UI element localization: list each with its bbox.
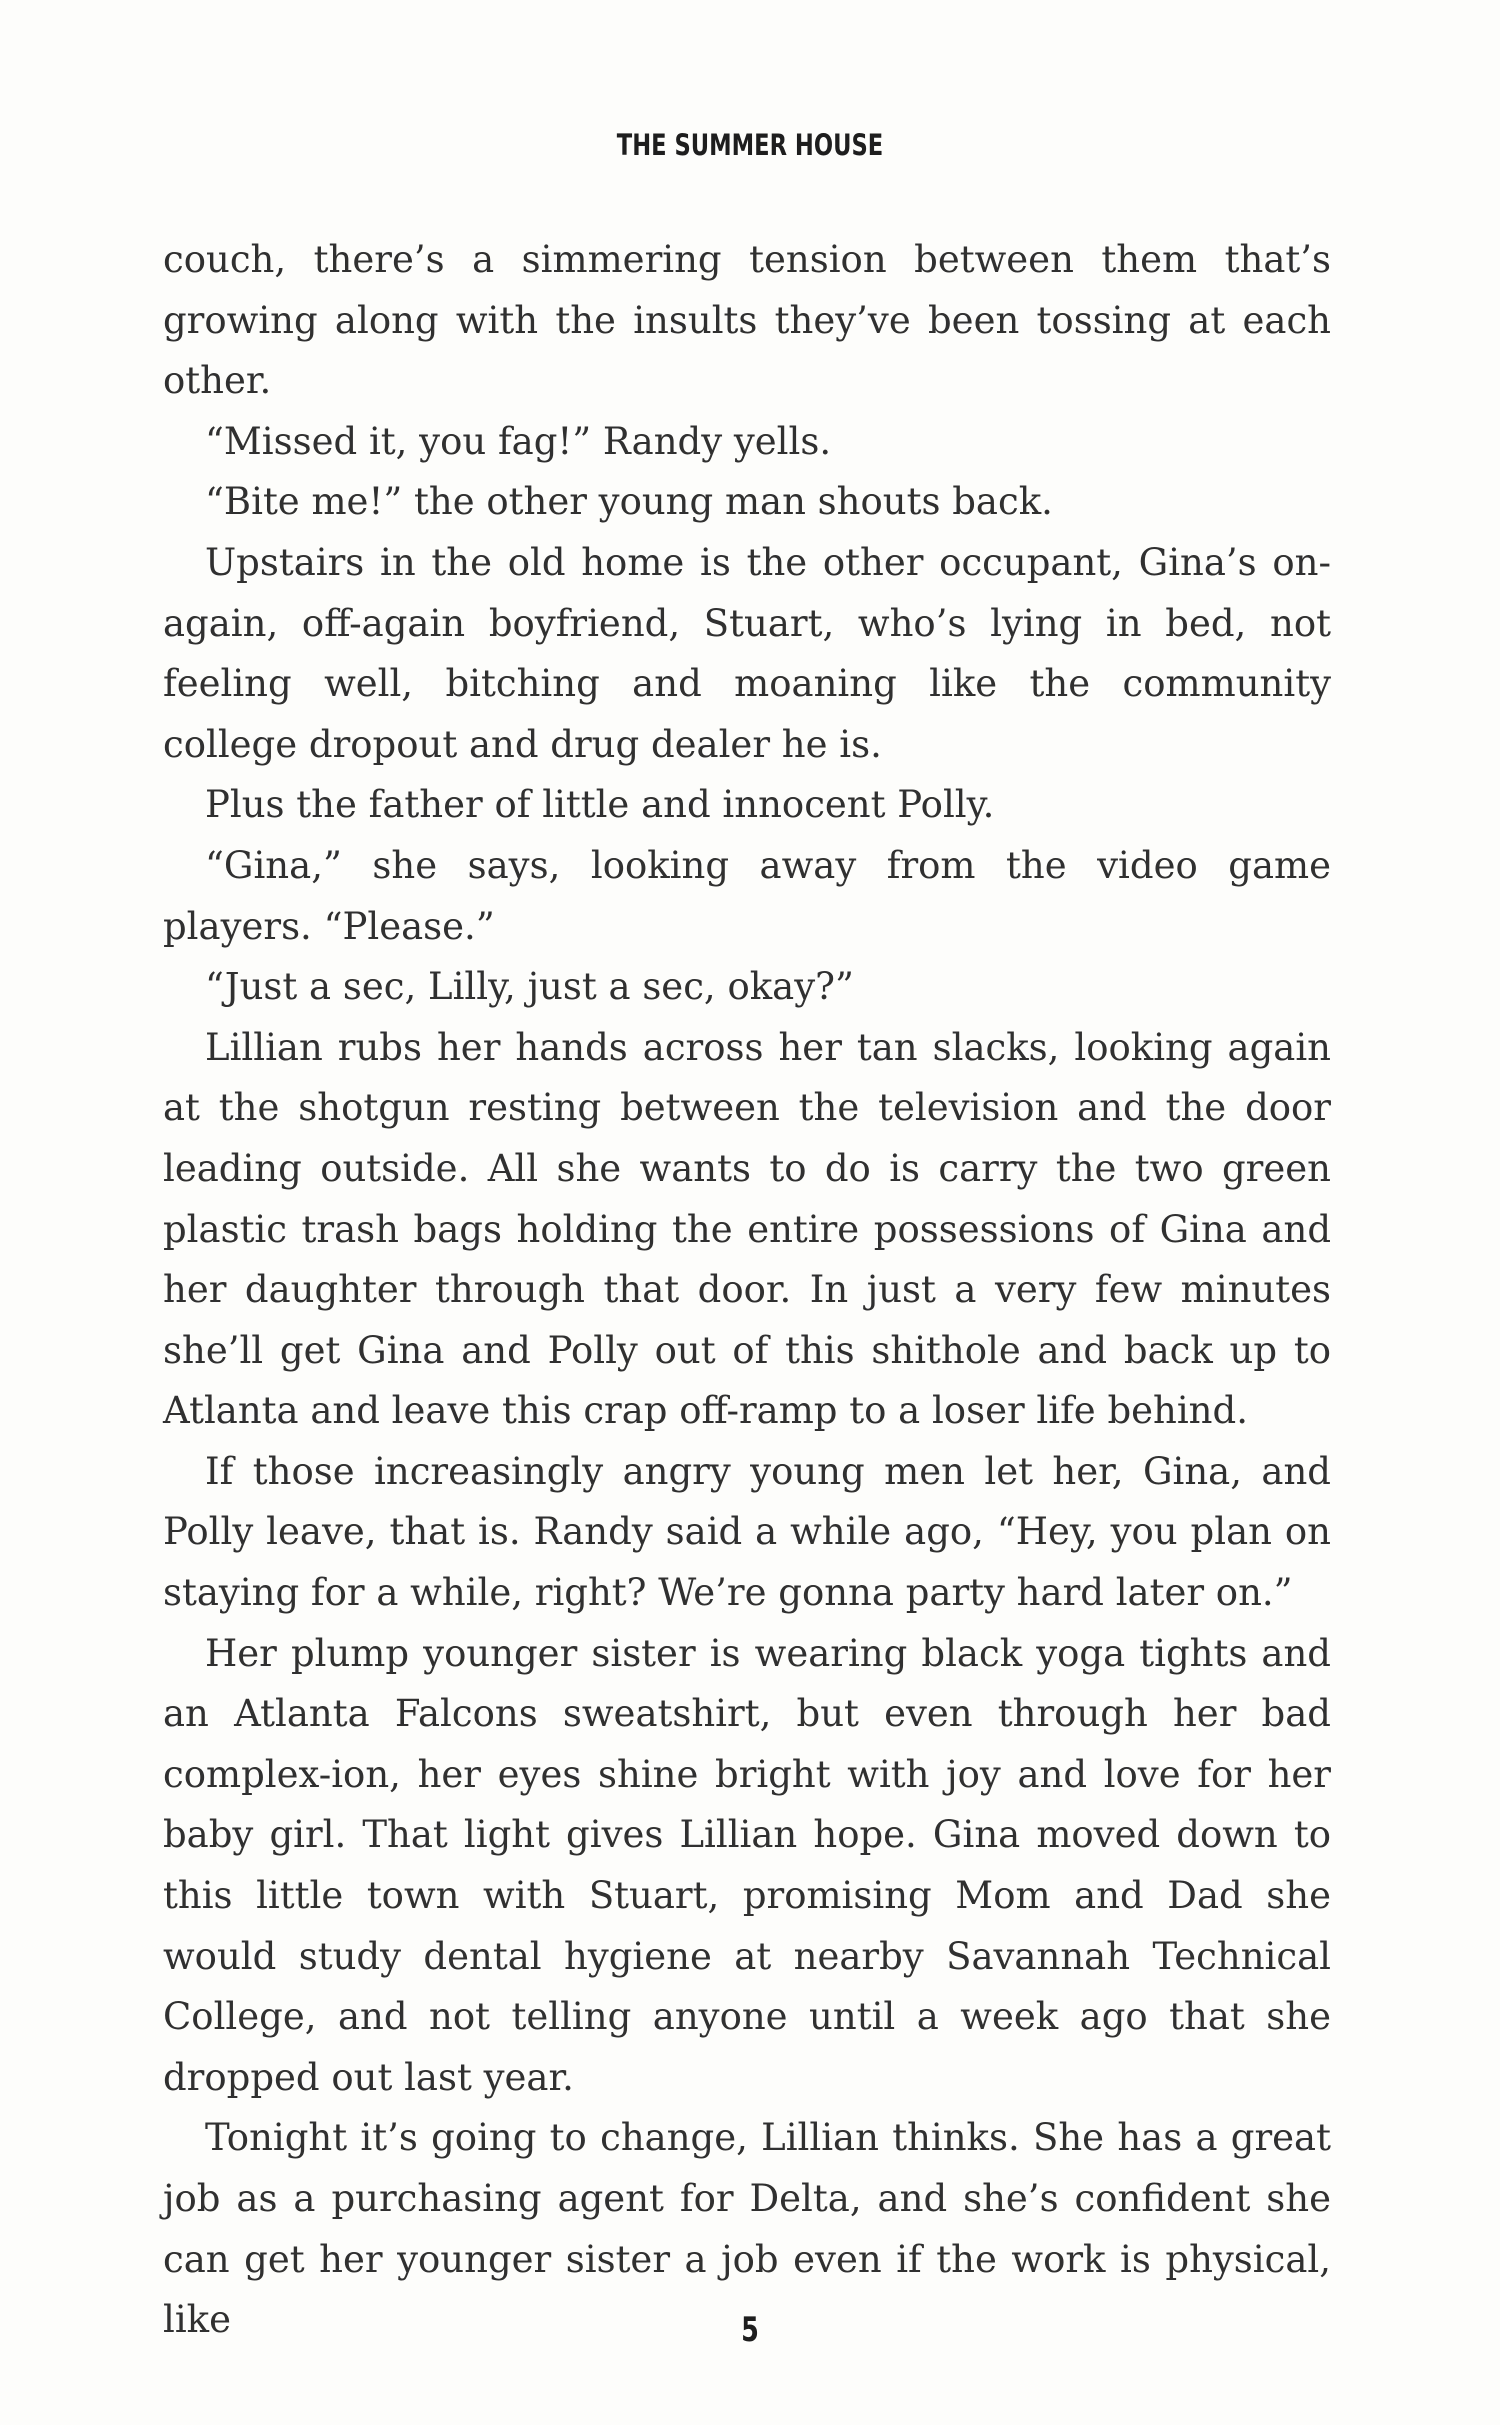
paragraph: Tonight it’s going to change, Lillian thinks. She has a great job as a purchasing agent for Delta, and she’s confident she can get her younger sister a job even if the work is physical, like <box>163 2116 1331 2342</box>
running-head: THE SUMMER HOUSE <box>616 128 884 162</box>
paragraph: Lillian rubs her hands across her tan slacks, looking again at the shotgun resting between the television and the door leading outside. All she wants to do is carry the two green plastic trash bags holding the entire possessions of Gina and her daughter through that door. In just a very few minutes she’ll get Gina and Polly out of this shithole and back up to Atlanta and leave this crap off-ramp to a loser life behind. <box>163 1025 1331 1433</box>
page-number: 5 <box>741 2310 759 2350</box>
paragraph-continued: couch, there’s a simmering tension between them that’s growing along with the insults they’ve been tossing at each other. <box>163 238 1331 403</box>
paragraph: “Bite me!” the other young man shouts back. <box>205 480 1053 524</box>
paragraph: If those increasingly angry young men let her, Gina, and Polly leave, that is. Randy said a while ago, “Hey, you plan on staying for a while, right? We’re gonna party hard later on.” <box>163 1449 1331 1615</box>
paragraph: Upstairs in the old home is the other occupant, Gina’s on-again, off-again boyfriend, Stuart, who’s lying in bed, not feeling well, bitching and moaning like the community college dropout and drug dealer he is. <box>163 540 1331 766</box>
paragraph: “Gina,” she says, looking away from the video game players. “Please.” <box>163 843 1331 948</box>
paragraph: Her plump younger sister is wearing black yoga tights and an Atlanta Falcons sweatshirt, but even through her bad complex-ion, her eyes shine bright with joy and love for her baby girl. That light gives Lillian hope. Gina moved down to this little town with Stuart, promising Mom and Dad she would study dental hygiene at nearby Savannah Technical College, and not telling anyone until a week ago that she dropped out last year. <box>163 1631 1331 2099</box>
paragraph: Plus the father of little and innocent Polly. <box>205 783 995 827</box>
paragraph: “Missed it, you fag!” Randy yells. <box>205 419 832 463</box>
paragraph: “Just a sec, Lilly, just a sec, okay?” <box>205 965 854 1009</box>
body-text <box>163 230 1331 2351</box>
